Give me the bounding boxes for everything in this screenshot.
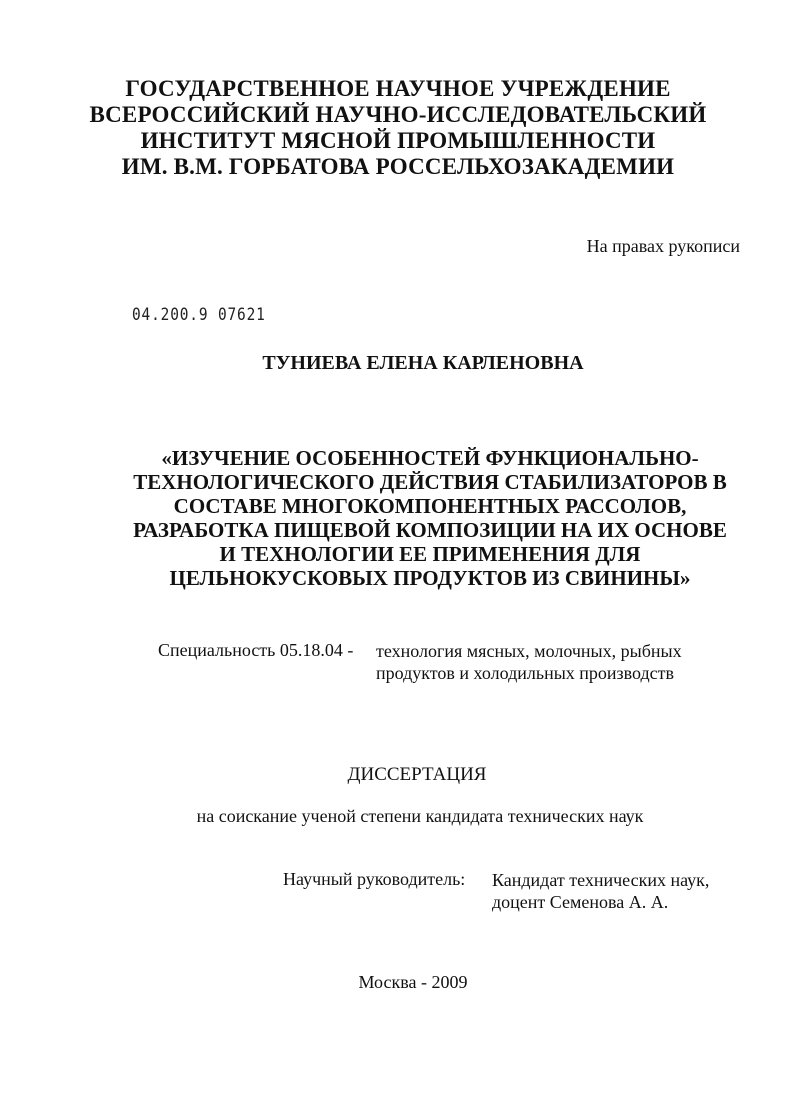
specialty-line: продуктов и холодильных производств bbox=[376, 663, 675, 683]
institution-line: ИМ. В.М. ГОРБАТОВА РОССЕЛЬХОЗАКАДЕМИИ bbox=[121, 154, 675, 179]
dissertation-title bbox=[100, 446, 760, 590]
document-type: ДИССЕРТАЦИЯ bbox=[347, 764, 487, 785]
registration-stamp: 04.200.9 07621 bbox=[132, 305, 266, 325]
title-line: СОСТАВЕ МНОГОКОМПОНЕНТНЫХ РАССОЛОВ, bbox=[173, 494, 687, 518]
institution-line: ГОСУДАРСТВЕННОЕ НАУЧНОЕ УЧРЕЖДЕНИЕ bbox=[125, 76, 671, 101]
author-name: ТУНИЕВА ЕЛЕНА КАРЛЕНОВНА bbox=[262, 352, 584, 374]
specialty-label: Специальность 05.18.04 - bbox=[158, 640, 354, 660]
advisor-label: Научный руководитель: bbox=[283, 869, 466, 889]
title-line: И ТЕХНОЛОГИИ ЕЕ ПРИМЕНЕНИЯ ДЛЯ bbox=[219, 542, 641, 566]
institution-line: ИНСТИТУТ МЯСНОЙ ПРОМЫШЛЕННОСТИ bbox=[140, 128, 656, 153]
title-line: «ИЗУЧЕНИЕ ОСОБЕННОСТЕЙ ФУНКЦИОНАЛЬНО- bbox=[161, 446, 699, 470]
title-line: ТЕХНОЛОГИЧЕСКОГО ДЕЙСТВИЯ СТАБИЛИЗАТОРОВ В bbox=[133, 470, 727, 494]
specialty-line: технология мясных, молочных, рыбных bbox=[376, 641, 682, 661]
degree-statement: на соискание ученой степени кандидата технических наук bbox=[196, 806, 644, 826]
institution-line: ВСЕРОССИЙСКИЙ НАУЧНО-ИССЛЕДОВАТЕЛЬСКИЙ bbox=[89, 102, 707, 127]
advisor-line: Кандидат технических наук, bbox=[492, 870, 710, 890]
title-line: РАЗРАБОТКА ПИЩЕВОЙ КОМПОЗИЦИИ НА ИХ ОСНОВЕ bbox=[133, 518, 727, 542]
specialty-description bbox=[376, 640, 756, 684]
institution-name bbox=[0, 76, 796, 180]
manuscript-rights-note: На правах рукописи bbox=[586, 236, 740, 256]
city-year: Москва - 2009 bbox=[358, 972, 468, 992]
title-line: ЦЕЛЬНОКУСКОВЫХ ПРОДУКТОВ ИЗ СВИНИНЫ» bbox=[169, 566, 691, 590]
advisor-details bbox=[492, 869, 709, 913]
advisor-line: доцент Семенова А. А. bbox=[492, 892, 669, 912]
